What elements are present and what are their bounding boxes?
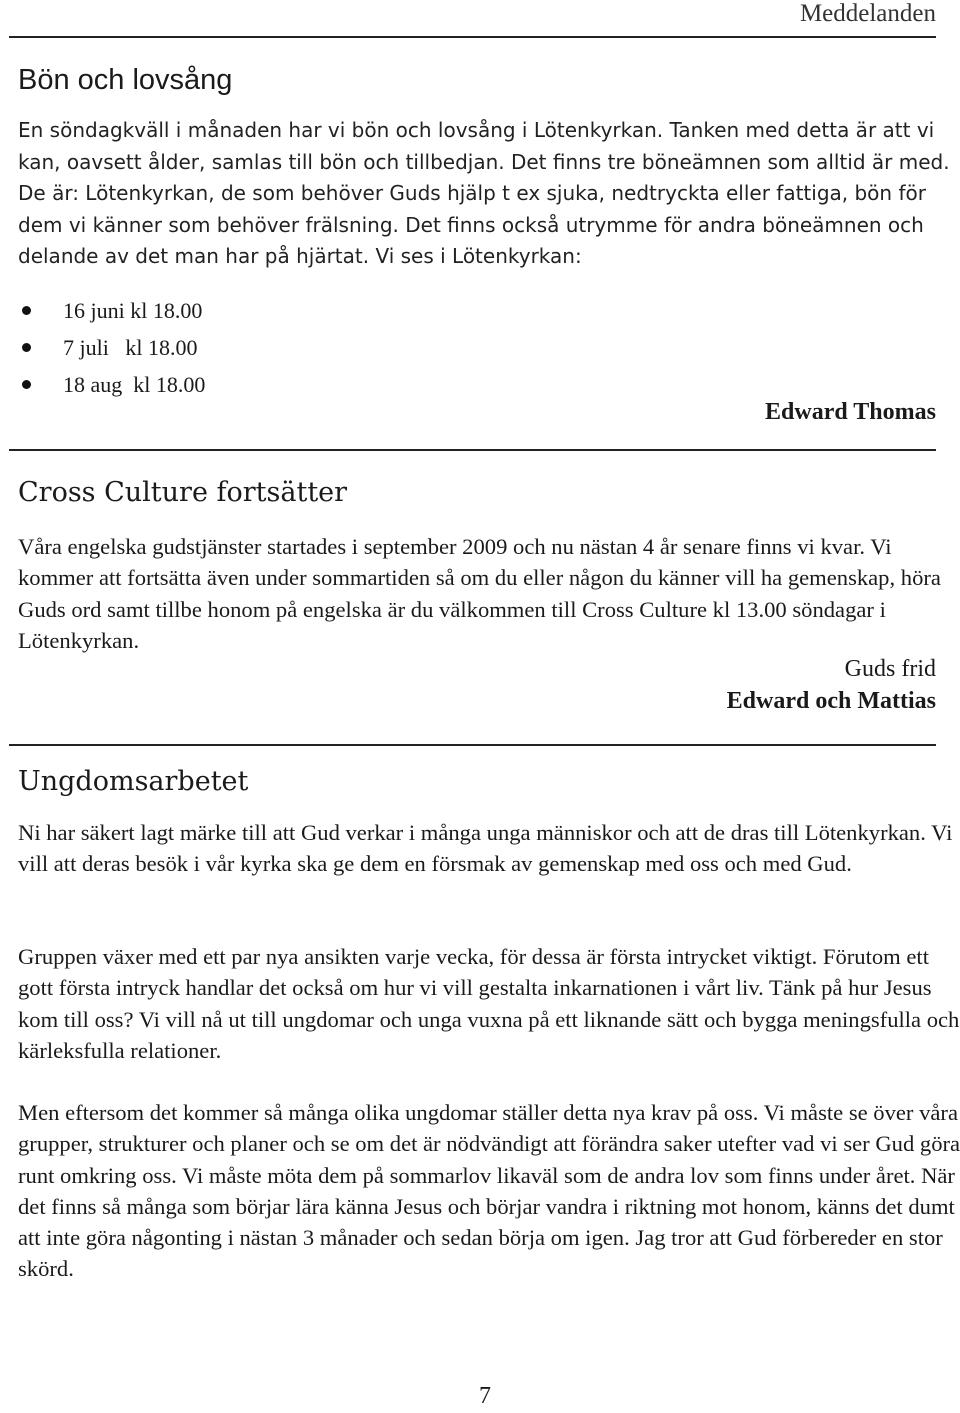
- paragraph: Gruppen växer med ett par nya ansikten varje vecka, för dessa är första intrycket viktigt. Förutom ett gott första intryck handlar det också om hur vi vill gestalta inkarnationen i vårt liv. Tänk på hur Jesus kom till oss? Vi vill nå ut till ungdomar och unga vuxna på ett liknande sätt och bygga meningsfulla och kärleksfulla relationer.: [18, 944, 960, 1063]
- section-body-cross-culture: Våra engelska gudstjänster startades i september 2009 och nu nästan 4 år senare finns vi kvar. Vi kommer att fortsätta även under sommartiden så om du eller någon du känner vill ha gemenskap, höra Guds ord samt tillbe honom på engelska är du välkommen till Cross Culture kl 13.00 söndagar i Lötenkyrkan.: [18, 534, 941, 653]
- list-item: 18 aug kl 18.00: [18, 366, 205, 403]
- bullet-icon: [22, 380, 31, 389]
- section-title-cross-culture: Cross Culture fortsätter: [18, 477, 348, 508]
- greeting-guds-frid: Guds frid: [844, 656, 936, 682]
- bullet-icon: [22, 343, 31, 352]
- paragraph: Ni har säkert lagt märke till att Gud verkar i många unga människor och att de dras till Lötenkyrkan. Vi vill att deras besök i vår kyrka ska ge dem en försmak av gemenskap med oss och med Gud.: [18, 820, 953, 877]
- section-divider: [9, 449, 936, 451]
- section-divider: [9, 744, 936, 746]
- section-title-ungdomsarbetet: Ungdomsarbetet: [18, 766, 249, 797]
- page-number: 7: [479, 1383, 491, 1409]
- section-body-bon-och-lovsang: En söndagkväll i månaden har vi bön och lovsång i Lötenkyrkan. Tanken med detta är att vi kan, oavsett ålder, samlas till bön och tillbedjan. Det finns tre böneämnen som alltid är med. De är: Lötenkyrkan, de som behöver Guds hjälp t ex sjuka, nedtryckta eller fattiga, bön för dem vi känner som behöver frälsning. Det finns också utrymme för andra böneämnen och delande av det man har på hjärtat. Vi ses i Lötenkyrkan:: [18, 118, 950, 268]
- list-item: 16 juni kl 18.00: [18, 292, 205, 329]
- prayer-dates-list: [18, 292, 205, 403]
- signature-edward-thomas: Edward Thomas: [765, 399, 936, 425]
- header-divider: [9, 36, 936, 38]
- section-header-label: Meddelanden: [799, 0, 936, 27]
- bullet-icon: [22, 306, 31, 315]
- paragraph: Men eftersom det kommer så många olika ungdomar ställer detta nya krav på oss. Vi måste se över våra grupper, strukturer och planer och se om det är nödvändigt att förändra saker utefter vad vi ser Gud göra runt omkring oss. Vi måste möta dem på sommarlov likaväl som de andra lov som finns under året. När det finns så många som börjar lära känna Jesus och börjar vandra i riktning mot honom, känns det dumt att inte göra någonting i nästan 3 månader och sedan börja om igen. Jag tror att Gud förbereder en stor skörd.: [18, 1100, 960, 1282]
- section-title-bon-och-lovsang: Bön och lovsång: [18, 64, 233, 96]
- signature-edward-och-mattias: Edward och Mattias: [726, 688, 936, 714]
- list-item: 7 juli kl 18.00: [18, 329, 205, 366]
